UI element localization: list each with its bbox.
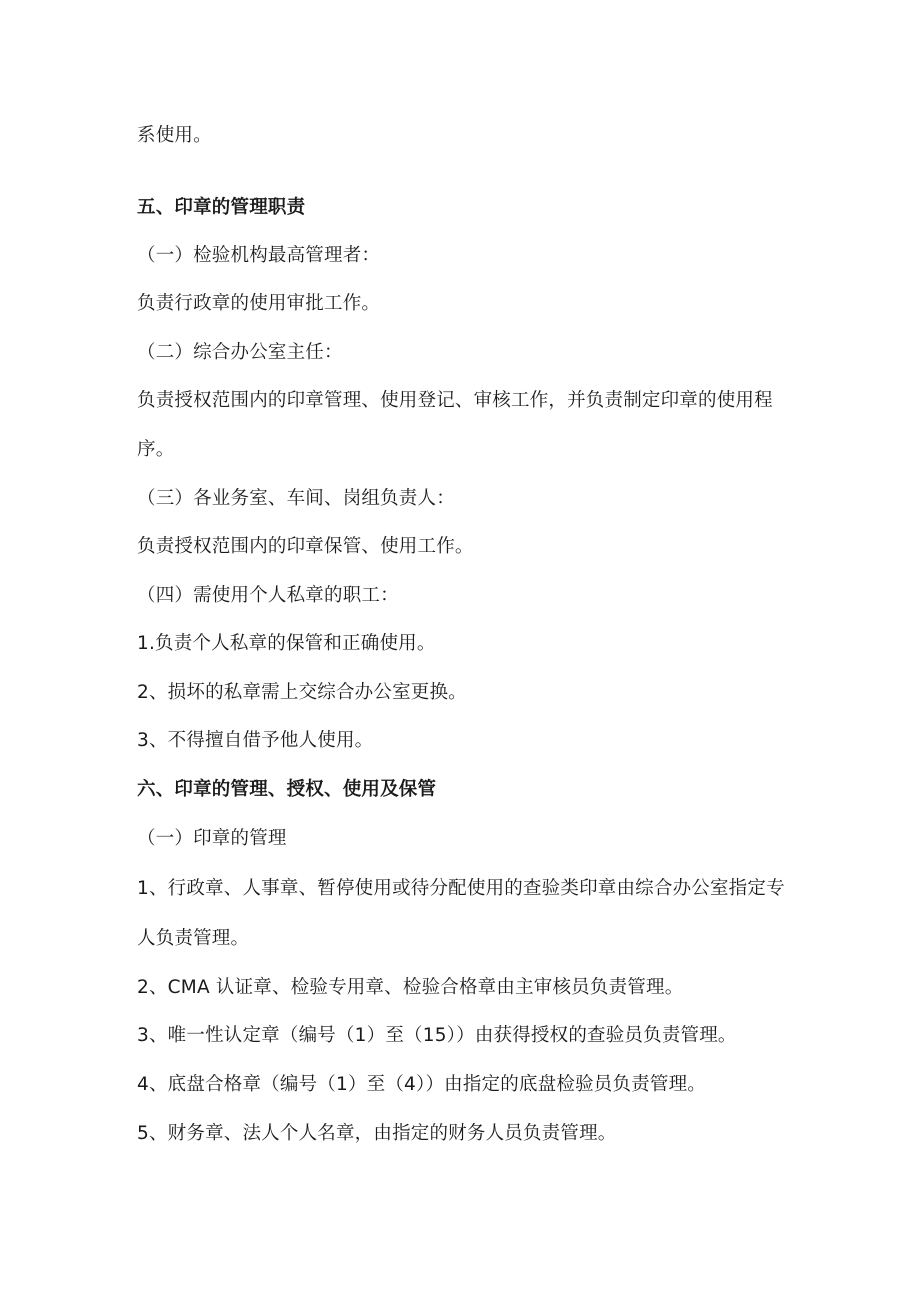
list-item-5-4-3: 3、不得擅自借予他人使用。 <box>137 730 374 751</box>
subheading-5-3: （三）各业务室、车间、岗组负责人： <box>137 488 455 509</box>
paragraph-5-2-line-1: 负责授权范围内的印章管理、使用登记、审核工作，并负责制定印章的使用程 <box>137 390 773 411</box>
paragraph-5-3: 负责授权范围内的印章保管、使用工作。 <box>137 536 474 557</box>
subheading-6-1: （一）印章的管理 <box>137 828 287 849</box>
subheading-5-1: （一）检验机构最高管理者： <box>137 245 381 266</box>
list-item-6-1-2: 2、CMA 认证章、检验专用章、检验合格章由主审核员负责管理。 <box>137 977 684 998</box>
list-item-5-4-1: 1.负责个人私章的保管和正确使用。 <box>137 633 436 654</box>
list-item-6-1-3: 3、唯一性认定章（编号（1）至（15））由获得授权的查验员负责管理。 <box>137 1025 737 1046</box>
section-heading-6: 六、印章的管理、授权、使用及保管 <box>137 779 437 800</box>
subheading-5-2: （二）综合办公室主任： <box>137 342 343 363</box>
list-item-5-4-2: 2、损坏的私章需上交综合办公室更换。 <box>137 682 467 703</box>
list-item-6-1-5: 5、财务章、法人个人名章，由指定的财务人员负责管理。 <box>137 1123 617 1144</box>
subheading-5-4: （四）需使用个人私章的职工： <box>137 585 399 606</box>
paragraph-continuation: 系使用。 <box>137 125 212 146</box>
list-item-6-1-1-line-2: 人负责管理。 <box>137 928 250 949</box>
paragraph-5-2-line-2: 序。 <box>137 439 175 460</box>
list-item-6-1-1-line-1: 1、行政章、人事章、暂停使用或待分配使用的查验类印章由综合办公室指定专 <box>137 878 785 899</box>
paragraph-5-1: 负责行政章的使用审批工作。 <box>137 293 381 314</box>
section-heading-5: 五、印章的管理职责 <box>137 197 306 218</box>
list-item-6-1-4: 4、底盘合格章（编号（1）至（4））由指定的底盘检验员负责管理。 <box>137 1074 706 1095</box>
